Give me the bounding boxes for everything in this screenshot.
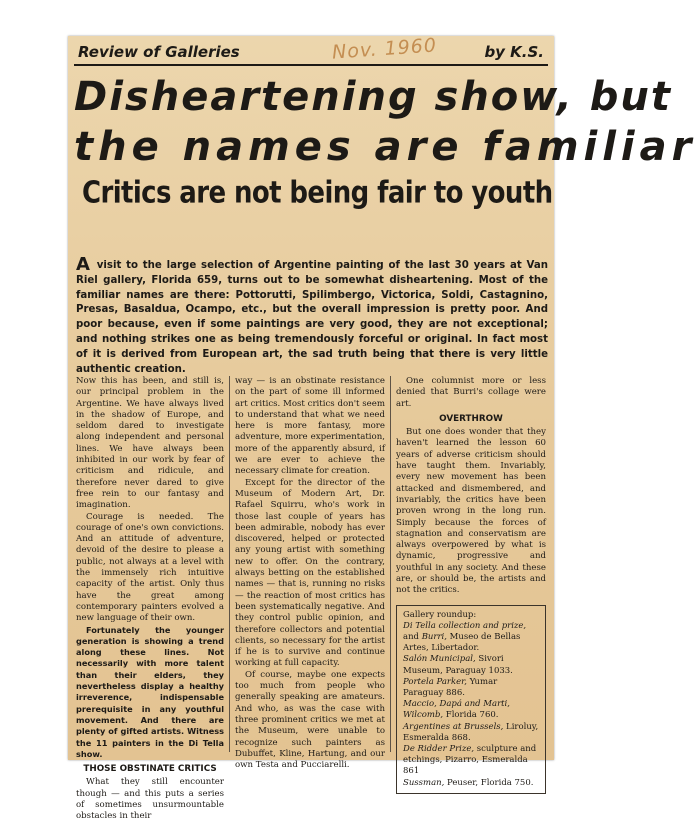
gallery-roundup-box [396,605,546,794]
body-paragraph: way — is an obstinate resistance on the part of some ill informed art critics. Most critics don't seem to understand that what we need here is more fantasy, more adventure, more experimentation, more of the apparently absurd, if we are ever to achieve the necessary climate for creation. [235,376,385,477]
body-paragraph-bold: Fortunately the younger generation is showing a trend along these lines. Not necessarily with more talent than their elders, they nevertheless display a healthy irreverence, indispensable prerequisite in any youthful movement. And there are plenty of gifted artists. Witness the 11 painters in the Di Tella show. [76,624,224,759]
body-paragraph: Now this has been, and still is, our principal problem in the Argentine. We have always lived in the shadow of Europe, and seldom dared to investigate along independent and personal lines. We have always been inhibited in our work by fear of criticism and ridicule, and therefore never dared to give free rein to our fantasy and imagination. [76,376,224,511]
roundup-entry [403,699,539,721]
roundup-entry-place: Liroluy, Esmeralda 868. [403,721,539,743]
roundup-entry-place: Peuser, Florida 750. [444,777,534,788]
roundup-entry-place: sculpture and etchings, Pizarro, Esmeralda 861 [403,744,537,777]
roundup-entry-name: Maccio, Dapá and Marti, Wilcomb, [403,699,510,721]
headline-line-1: Disheartening show, but [74,74,673,120]
body-paragraph: Courage is needed. The courage of one's own convictions. And an attitude of adventure, devoid of the desire to please a public, not always at a level with the immensely rich intuitive capacity of the artist. Only thus have the great among contemporary painters evolved a new language of their own. [76,511,224,624]
roundup-entry-place: Yumar Paraguay 886. [403,676,498,699]
section-kicker: Review of Galleries [78,43,240,61]
headline-line-2: the names are familiar [74,124,696,170]
roundup-entry [403,621,539,655]
article-column-2 [235,376,385,771]
roundup-entry [403,778,539,789]
section-header [74,34,548,66]
body-paragraph: Of course, maybe one expects too much from people who generally speaking are amateurs. And who, as was the case with three prominent critics we met at the Museum, were unable to recognize such painters as Dubuffet, Kline, Hartung, and our own Testa and Pucciarelli. [235,669,385,771]
roundup-entry-name: Portela Parker, [403,676,467,687]
roundup-entry [403,722,539,744]
subheadline: Critics are not being fair to youth [82,176,553,211]
article-column-1 [76,376,224,822]
roundup-entry-name: Burri, [421,632,447,643]
roundup-entry-place: Sivori Museum, Paraguay 1033. [403,654,513,676]
byline: by K.S. [484,43,544,61]
roundup-entry-place: Florida 760. [443,710,499,721]
roundup-title: Gallery roundup: [403,609,477,620]
column-subheading: OVERTHROW [439,413,503,424]
drop-cap: A [76,254,90,275]
body-paragraph: What they still encounter though — and this puts a series of sometimes unsurmountable obstacles in their [76,777,224,822]
roundup-entry-name: De Ridder Prize, [403,744,475,755]
body-paragraph: Except for the director of the Museum of Modern Art, Dr. Rafael Squirru, who's work in those last couple of years has been admirable, nobody has ever discovered, helped or protected any young artist with something new to offer. On the contrary, always betting on the established names — that is, running no risks — the reaction of most critics has been systematically negative. And they control public opinion, and therefore collectors and potential clients, so necessary for the artist if he is to survive and continue working at full capacity. [235,477,385,669]
roundup-entry [403,744,539,778]
roundup-entry-and: and [403,632,422,643]
roundup-entry-name: Argentines at Brussels, [403,721,504,732]
article-column-3 [396,376,546,788]
roundup-entry [403,677,539,699]
roundup-entry-place: Museo de Bellas Artes, Libertador. [403,632,521,654]
column-divider [229,376,230,752]
roundup-entry-name: Di Tella collection and prize, [403,620,527,631]
body-paragraph: One columnist more or less denied that Burri's collage were art. [396,376,546,409]
lead-text: visit to the large selection of Argentine painting of the last 30 years at Van Riel gallery, Florida 659, turns out to be somewhat disheartening. Most of the familiar names are there: Pottorutti, Spilimbergo, Victorica, Soldi, Castagnino, Presas, Basaldua, Ocampo, etc., but the overall impression is pretty poor. And poor because, even if some paintings are very good, they are not exceptional; and nothing strikes one as being tremendously forceful or original. In fact most of it is derived from European art, the sad truth being that there is very little authentic creation. [76,260,548,375]
roundup-entry-name: Salón Municipal, [403,654,476,665]
handwritten-date: Nov. 1960 [331,34,438,64]
body-paragraph: But one does wonder that they haven't learned the lesson 60 years of adverse criticism should have taught them. Invariably, every new movement has been attacked and dismembered, and invariably, the critics have been proven wrong in the long run. Simply because the forces of stagnation and conservatism are always overpowered by what is dynamic, progressive and youthful in any society. And these are, or should be, the artists and not the critics. [396,427,546,596]
roundup-entry [403,654,539,676]
column-divider [390,376,391,752]
newspaper-clipping [68,34,696,822]
column-subheading: THOSE OBSTINATE CRITICS [83,764,217,775]
roundup-entry-name: Sussman, [403,777,445,788]
lead-paragraph [76,254,548,377]
